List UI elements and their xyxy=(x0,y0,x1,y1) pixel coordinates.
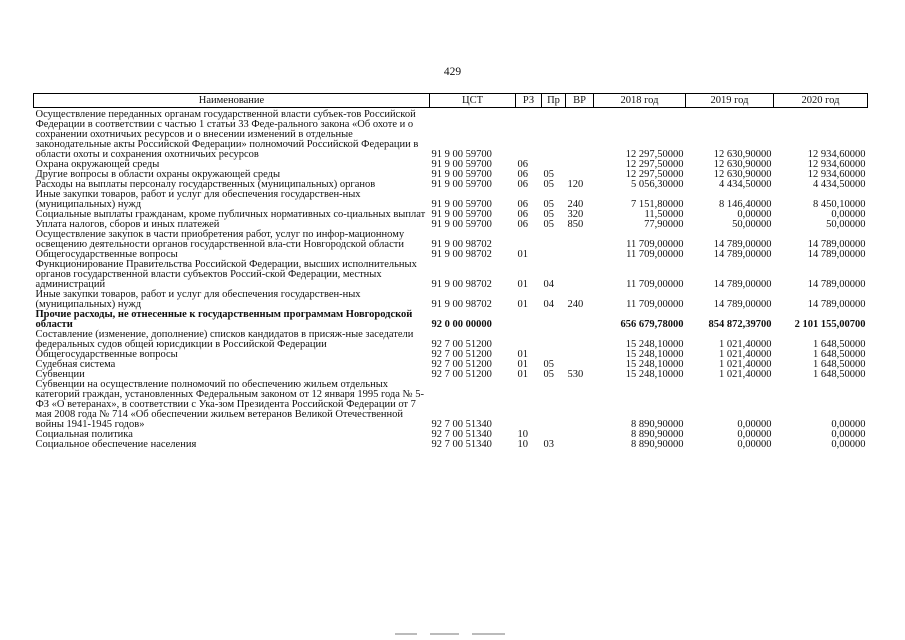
cell-rz: 06 xyxy=(517,159,528,170)
cell-cst: 91 9 00 59700 xyxy=(431,179,492,190)
cell-2020: 2 101 155,00700 xyxy=(794,319,866,330)
cell-2018: 5 056,30000 xyxy=(631,179,684,190)
cell-2019: 0,00000 xyxy=(737,439,772,450)
cell-2020: 50,00000 xyxy=(826,219,866,230)
cell-2019: 14 789,00000 xyxy=(713,249,772,260)
cell-2019: 4 434,50000 xyxy=(719,179,772,190)
cell-pr xyxy=(542,108,566,161)
table-row xyxy=(34,440,868,450)
cell-name: Осуществление закупок в части приобретения работ, услуг по инфор-мационному освещению деятельности органов государственной вла-сти Новгородской области xyxy=(35,229,405,250)
cell-2020: 0,00000 xyxy=(831,439,866,450)
cell-vr xyxy=(566,108,594,161)
cell-2020: 14 789,00000 xyxy=(807,249,866,260)
cell-cst: 91 9 00 59700 xyxy=(431,149,492,160)
cell-name: Уплата налогов, сборов и иных платежей xyxy=(35,219,220,230)
cell-vr: 240 xyxy=(567,299,584,310)
cell-name: Субвенции xyxy=(35,369,85,380)
cell-2018: 11,50000 xyxy=(644,209,684,220)
cell-2019: 0,00000 xyxy=(737,419,772,430)
cell-2018: 12 297,50000 xyxy=(625,159,684,170)
cell-pr: 04 xyxy=(543,299,554,310)
cell-pr: 05 xyxy=(543,209,554,220)
cell-rz xyxy=(516,310,542,330)
cell-2019: 14 789,00000 xyxy=(713,239,772,250)
cell-name: Социальная политика xyxy=(35,429,133,440)
cell-pr xyxy=(542,380,566,430)
cell-name: Общегосударственные вопросы xyxy=(35,349,178,360)
table-row xyxy=(34,230,868,250)
header-rz: РЗ xyxy=(516,94,542,108)
header-cst: ЦСТ xyxy=(430,94,516,108)
cell-name: Общегосударственные вопросы xyxy=(35,249,178,260)
table-header xyxy=(34,94,868,108)
cell-2020: 14 789,00000 xyxy=(807,239,866,250)
cell-cst: 92 7 00 51340 xyxy=(431,439,492,450)
cell-rz xyxy=(516,380,542,430)
cell-pr: 05 xyxy=(543,219,554,230)
table-row xyxy=(34,108,868,161)
cell-2020: 14 789,00000 xyxy=(807,299,866,310)
header-vr: ВР xyxy=(566,94,594,108)
cell-2019: 12 630,90000 xyxy=(713,159,772,170)
cell-rz: 06 xyxy=(517,199,528,210)
cell-2018: 15 248,10000 xyxy=(625,349,684,360)
cell-2020: 4 434,50000 xyxy=(813,179,866,190)
table-row xyxy=(34,260,868,290)
cell-rz xyxy=(516,230,542,250)
header-name: Наименование xyxy=(34,94,430,108)
cell-vr: 530 xyxy=(567,369,584,380)
cell-rz xyxy=(516,108,542,161)
cell-2019: 50,00000 xyxy=(732,219,772,230)
cell-pr: 05 xyxy=(543,169,554,180)
cell-2018: 12 297,50000 xyxy=(625,149,684,160)
cell-name: Судебная система xyxy=(35,359,116,370)
cell-2018: 15 248,10000 xyxy=(625,339,684,350)
cell-2020: 0,00000 xyxy=(831,209,866,220)
cell-vr: 320 xyxy=(567,209,584,220)
cell-cst: 91 9 00 59700 xyxy=(431,199,492,210)
cell-pr: 05 xyxy=(543,179,554,190)
cell-2018: 8 890,90000 xyxy=(631,419,684,430)
cell-pr: 05 xyxy=(543,359,554,370)
cell-2019: 1 021,40000 xyxy=(719,349,772,360)
cell-2019: 12 630,90000 xyxy=(713,149,772,160)
header-row xyxy=(34,94,868,108)
cell-cst: 92 7 00 51200 xyxy=(431,339,492,350)
table-row xyxy=(34,380,868,430)
cell-2020: 8 450,10000 xyxy=(813,199,866,210)
cell-cst: 92 7 00 51200 xyxy=(431,359,492,370)
cell-cst: 92 0 00 00000 xyxy=(431,319,492,330)
cell-pr: 03 xyxy=(543,439,554,450)
table-body xyxy=(34,108,868,451)
cell-pr xyxy=(542,310,566,330)
cell-2020: 1 648,50000 xyxy=(813,339,866,350)
cell-name: Расходы на выплаты персоналу государственных (муниципальных) органов xyxy=(35,179,376,190)
cell-rz: 01 xyxy=(517,359,528,370)
cell-2020: 14 789,00000 xyxy=(807,279,866,290)
cell-2018: 12 297,50000 xyxy=(625,169,684,180)
cell-2018: 11 709,00000 xyxy=(626,279,684,290)
cell-pr: 05 xyxy=(543,199,554,210)
cell-vr xyxy=(566,230,594,250)
cell-2019: 854 872,39700 xyxy=(708,319,772,330)
cell-2020: 12 934,60000 xyxy=(807,169,866,180)
header-pr: Пр xyxy=(542,94,566,108)
table-row xyxy=(34,290,868,310)
cell-name: Иные закупки товаров, работ и услуг для обеспечения государствен-ных (муниципальных) нужд xyxy=(35,289,361,310)
cell-2020: 0,00000 xyxy=(831,429,866,440)
cell-cst: 91 9 00 59700 xyxy=(431,159,492,170)
cell-cst: 91 9 00 59700 xyxy=(431,169,492,180)
cell-rz: 01 xyxy=(517,299,528,310)
cell-vr xyxy=(566,330,594,350)
header-2018: 2018 год xyxy=(594,94,686,108)
cell-cst: 91 9 00 98702 xyxy=(431,299,492,310)
cell-name: Прочие расходы, не отнесенные к государственным программам Новгородской области xyxy=(35,309,413,330)
cell-vr xyxy=(566,350,594,360)
table-row xyxy=(34,330,868,350)
cell-2018: 11 709,00000 xyxy=(626,239,684,250)
cell-2018: 11 709,00000 xyxy=(626,299,684,310)
cell-rz: 01 xyxy=(517,279,528,290)
cell-pr xyxy=(542,250,566,260)
cell-vr xyxy=(566,310,594,330)
cell-cst: 92 7 00 51200 xyxy=(431,349,492,360)
cell-2020: 1 648,50000 xyxy=(813,359,866,370)
cell-vr: 850 xyxy=(567,219,584,230)
cell-pr: 05 xyxy=(543,369,554,380)
table-row xyxy=(34,190,868,210)
cell-2019: 1 021,40000 xyxy=(719,339,772,350)
cell-name: Составление (изменение, дополнение) списков кандидатов в присяж-ные заседатели федеральных судов общей юрисдикции в Российской Федерации xyxy=(35,329,414,350)
table-row xyxy=(34,310,868,330)
cell-2019: 8 146,40000 xyxy=(719,199,772,210)
cell-rz xyxy=(516,330,542,350)
cell-pr: 04 xyxy=(543,279,554,290)
cell-vr xyxy=(566,440,594,450)
cell-vr xyxy=(566,250,594,260)
cell-rz: 01 xyxy=(517,369,528,380)
cell-name: Охрана окружающей среды xyxy=(35,159,160,170)
cell-rz: 10 xyxy=(517,429,528,440)
cell-2018: 656 679,78000 xyxy=(620,319,684,330)
cell-name: Осуществление переданных органам государственной власти субъек-тов Российской Федерации в соответствии с частью 1 статьи 33 Феде-рального закона «Об охоте и о сохранении охотничьих ресурсов и о внесении изменений в отдельные законодательные акты Российской Федерации» полномочий Российской Федерации в области охоты и сохранения охотничьих ресурсов xyxy=(35,109,419,160)
cell-2018: 8 890,90000 xyxy=(631,439,684,450)
cell-cst: 92 7 00 51340 xyxy=(431,429,492,440)
cell-2018: 77,90000 xyxy=(644,219,684,230)
cell-cst: 92 7 00 51200 xyxy=(431,369,492,380)
cell-vr xyxy=(566,260,594,290)
cell-rz: 06 xyxy=(517,219,528,230)
budget-table xyxy=(33,93,868,450)
cell-2018: 15 248,10000 xyxy=(625,369,684,380)
cell-2020: 1 648,50000 xyxy=(813,349,866,360)
header-2020: 2020 год xyxy=(774,94,868,108)
cell-2020: 12 934,60000 xyxy=(807,149,866,160)
cell-pr xyxy=(542,230,566,250)
cell-vr xyxy=(566,160,594,170)
header-2019: 2019 год xyxy=(686,94,774,108)
cell-2018: 7 151,80000 xyxy=(631,199,684,210)
cell-2019: 14 789,00000 xyxy=(713,279,772,290)
cell-rz: 06 xyxy=(517,179,528,190)
cell-2020: 12 934,60000 xyxy=(807,159,866,170)
cell-rz: 10 xyxy=(517,439,528,450)
cell-vr: 120 xyxy=(567,179,584,190)
cell-name: Функционирование Правительства Российской Федерации, высших исполнительных органов государственной власти субъектов Россий-ской Федерации, местных администраций xyxy=(35,259,417,290)
cell-rz: 06 xyxy=(517,169,528,180)
cell-cst: 91 9 00 98702 xyxy=(431,249,492,260)
cell-name: Иные закупки товаров, работ и услуг для обеспечения государствен-ных (муниципальных) нужд xyxy=(35,189,361,210)
cell-pr xyxy=(542,330,566,350)
cell-2019: 0,00000 xyxy=(737,429,772,440)
cell-vr xyxy=(566,430,594,440)
cell-cst: 91 9 00 59700 xyxy=(431,219,492,230)
cell-2020: 0,00000 xyxy=(831,419,866,430)
cell-2019: 0,00000 xyxy=(737,209,772,220)
cell-rz: 01 xyxy=(517,249,528,260)
footer-scan-mark xyxy=(395,633,505,635)
cell-name: Субвенции на осуществление полномочий по обеспечению жильем отдельных категорий граждан, установленных Федеральным законом от 12 января 1995 года № 5-ФЗ «О ветеранах», в соответствии с Ука-зом Президента Российской Федерации от 7 мая 2008 года № 714 «Об обеспечении жильем ветеранов Великой Отечественной войны 1941-1945 годов» xyxy=(35,379,424,430)
cell-2019: 14 789,00000 xyxy=(713,299,772,310)
cell-vr: 240 xyxy=(567,199,584,210)
cell-2020: 1 648,50000 xyxy=(813,369,866,380)
cell-2018: 8 890,90000 xyxy=(631,429,684,440)
cell-rz: 06 xyxy=(517,209,528,220)
cell-2019: 12 630,90000 xyxy=(713,169,772,180)
cell-2018: 11 709,00000 xyxy=(626,249,684,260)
cell-2018: 15 248,10000 xyxy=(625,359,684,370)
page-number: 429 xyxy=(443,66,462,78)
cell-cst: 91 9 00 98702 xyxy=(431,279,492,290)
cell-cst: 91 9 00 98702 xyxy=(431,239,492,250)
cell-vr xyxy=(566,380,594,430)
cell-cst: 91 9 00 59700 xyxy=(431,209,492,220)
cell-cst: 92 7 00 51340 xyxy=(431,419,492,430)
cell-2019: 1 021,40000 xyxy=(719,369,772,380)
cell-rz: 01 xyxy=(517,349,528,360)
cell-name: Социальное обеспечение населения xyxy=(35,439,197,450)
cell-name: Социальные выплаты гражданам, кроме публичных нормативных со-циальных выплат xyxy=(35,209,426,220)
cell-2019: 1 021,40000 xyxy=(719,359,772,370)
cell-name: Другие вопросы в области охраны окружающей среды xyxy=(35,169,280,180)
